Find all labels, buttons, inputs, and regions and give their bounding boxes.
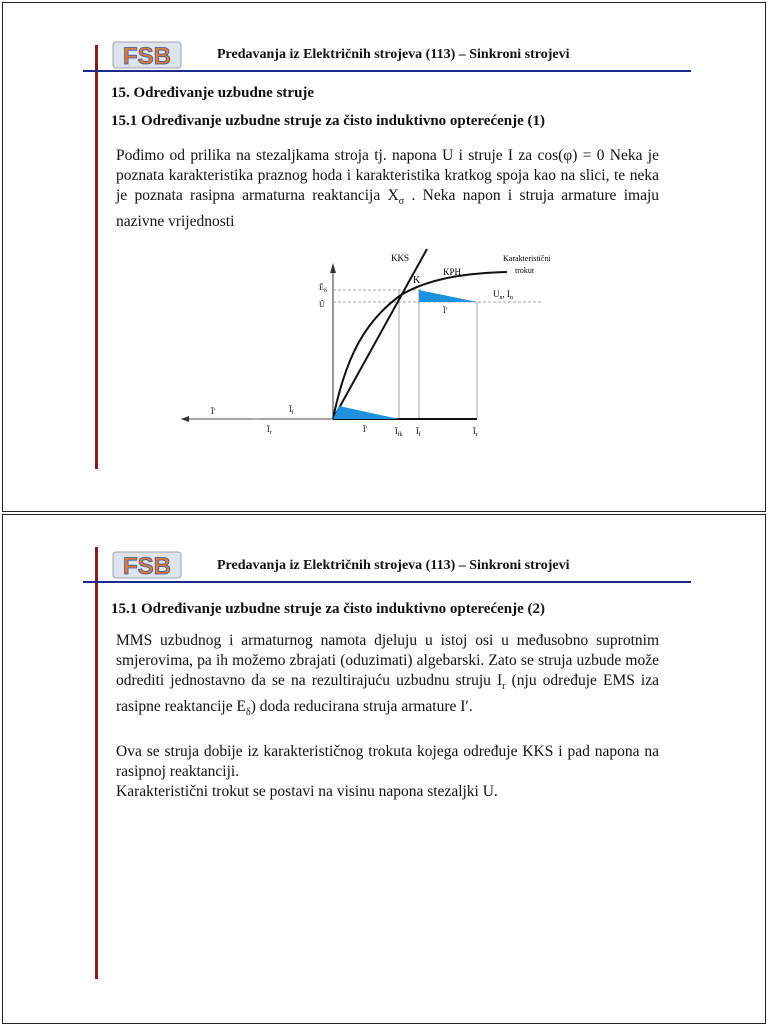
e-delta-label: $Ē_\delta$	[319, 283, 327, 294]
red-vertical-bar	[95, 547, 98, 979]
bottom-triangle	[333, 406, 399, 419]
i-r-left-label: $Ī_r$	[267, 425, 272, 436]
header-rule	[83, 581, 691, 583]
top-triangle	[419, 290, 477, 302]
section-title: 15. Određivanje uzbudne struje	[111, 85, 315, 101]
trokut-label: trokut	[515, 266, 535, 275]
mms-paragraph: MMS uzbudnog i armaturnog namota djeluju u istoj osi u međusobno suprotnim smjerovima, pa ih možemo zbrajati (oduzimati) algebarski. Zato se struja uzbude može odrediti jednostavno da se na rezultirajuću uzbudnu struju $I_r$ (nju određuje EMS iza rasipne reaktancije $E_\delta$) doda reducirana struja armature I′.	[116, 632, 660, 719]
slide-1	[2, 2, 766, 512]
un-in-label: $U_n$, $I_n$	[493, 289, 513, 301]
i-r-axis-label: $Ī_r$	[473, 427, 478, 438]
triangle-paragraph: Ova se struja dobije iz karakterističnog trokuta kojega određuje KKS i pad napona na rasipnoj reaktanciji.	[116, 743, 659, 780]
i-f-axis-label: $Ī_f$	[416, 427, 421, 438]
intro-paragraph: Pođimo od prilika na stezaljkama stroja tj. napona U i struje I za cos(φ) = 0 Neka je poznata karakteristika praznog hoda i karakteristika kratkog spoja kao na slici, te neka je poznata rasipna armaturna reaktancija $X_\sigma$ . Neka napon i struja armature imaju nazivne vrijednosti	[116, 147, 659, 231]
subsection-title: 15.1 Određivanje uzbudne struje za čisto induktivno opterećenje (2)	[111, 601, 546, 617]
characteristic-triangle-diagram	[181, 245, 573, 441]
red-vertical-bar	[95, 45, 98, 469]
fsb-logo	[111, 549, 183, 581]
i-prime-top-label: Ī'	[443, 306, 448, 315]
k-point-label: K	[413, 275, 421, 286]
karakteristicni-label: Karakteristični	[503, 254, 551, 263]
slide-2	[2, 514, 766, 1024]
kph-label: KPH	[443, 267, 462, 277]
logo-text: FSB	[123, 553, 171, 580]
logo-text: FSB	[123, 43, 171, 70]
u-bar-label: Ū	[319, 300, 325, 309]
i-fk-axis-label: $Ī_{fk}$	[395, 427, 403, 438]
lecture-header: Predavanja iz Električnih strojeva (113) – Sinkroni strojevi	[217, 558, 570, 573]
i-prime-axis-label: Ī'	[363, 425, 368, 434]
i-f-left-label: $Ī_f$	[289, 405, 294, 416]
placement-paragraph: Karakteristični trokut se postavi na visinu napona stezaljki U.	[116, 783, 498, 800]
fsb-logo	[111, 39, 183, 71]
subsection-title: 15.1 Određivanje uzbudne struje za čisto induktivno opterećenje (1)	[111, 113, 546, 129]
header-rule	[83, 70, 691, 72]
kks-label: KKS	[391, 253, 410, 263]
lecture-header: Predavanja iz Električnih strojeva (113) – Sinkroni strojevi	[217, 47, 570, 62]
i-prime-left-label: Ī'	[211, 407, 216, 416]
